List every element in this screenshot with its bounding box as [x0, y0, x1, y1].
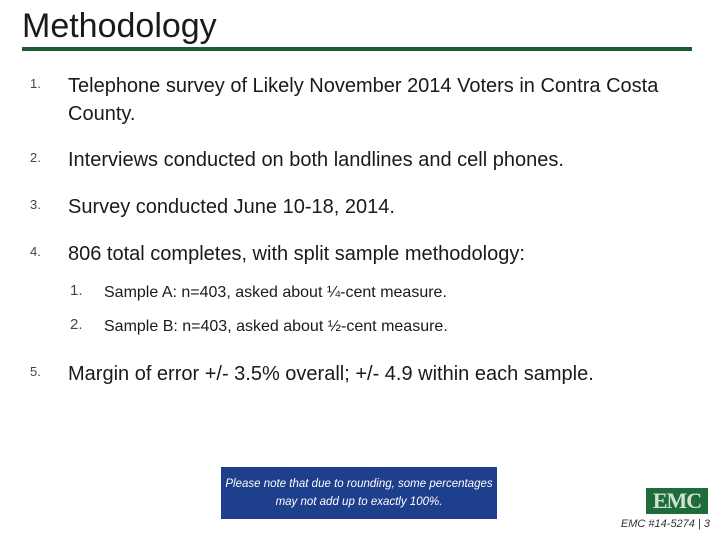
item-number: 1. — [30, 76, 41, 91]
rounding-note-text: Please note that due to rounding, some percentages may not add up to exactly 100%. — [225, 478, 493, 508]
item-text: Telephone survey of Likely November 2014 Voters in Contra Costa County. — [68, 75, 659, 125]
title-underline — [22, 47, 692, 51]
slide-title: Methodology — [22, 7, 217, 45]
sub-item-text: Sample A: n=403, asked about ¼-cent measure. — [104, 284, 447, 301]
item-text: 806 total completes, with split sample methodology: — [68, 243, 525, 265]
item-number: 2. — [30, 150, 41, 165]
sub-item-text: Sample B: n=403, asked about ½-cent measure. — [104, 318, 448, 335]
slide-footer: EMC #14-5274 | 3 — [620, 518, 710, 530]
rounding-note-box — [221, 467, 497, 519]
item-number: 3. — [30, 197, 41, 212]
item-number: 5. — [30, 364, 41, 379]
item-number: 4. — [30, 244, 41, 259]
emc-logo: EMC — [646, 488, 708, 514]
item-text: Interviews conducted on both landlines and cell phones. — [68, 149, 564, 171]
sub-item-number: 2. — [70, 316, 83, 333]
item-text: Survey conducted June 10-18, 2014. — [68, 196, 395, 218]
item-text: Margin of error +/- 3.5% overall; +/- 4.9 within each sample. — [68, 363, 594, 385]
sub-item-number: 1. — [70, 282, 83, 299]
